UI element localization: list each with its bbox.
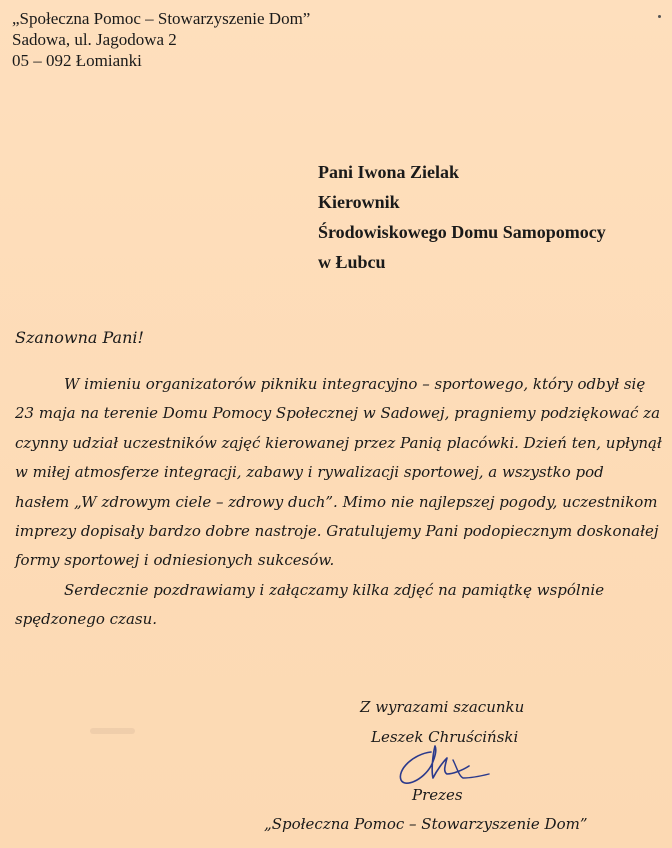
body-line: Serdecznie pozdrawiamy i załączamy kilka zdjęć na pamiątkę wspólnie [64,580,605,599]
closing-signer: Leszek Chruściński [371,728,519,746]
recipient-title: Kierownik [318,192,400,212]
recipient-institution: Środowiskowego Domu Samopomocy [318,222,606,242]
body-line: hasłem „W zdrowym ciele – zdrowy duch”. Mimo nie najlepszej pogody, uczestnikom [15,492,658,511]
sender-street: Sadowa, ul. Jagodowa 2 [12,30,177,49]
closing-organization: „Społeczna Pomoc – Stowarzyszenie Dom” [264,815,588,833]
letter-body [15,370,665,635]
paper-smudge [90,728,135,734]
recipient-name: Pani Iwona Zielak [318,162,460,182]
sender-address [12,8,310,71]
recipient-address [318,157,606,277]
body-line: imprezy dopisały bardzo dobre nastroje. Gratulujemy Pani podopiecznym doskonałej [15,522,659,541]
handwritten-signature [393,740,493,790]
paper-speck [658,15,661,18]
body-line: W imieniu organizatorów pikniku integracyjno – sportowego, który odbył się [64,375,646,393]
body-line: czynny udział uczestników zajęć kierowanej przez Panią placówki. Dzień ten, upłynął [15,433,662,452]
body-line: w miłej atmosferze integracji, zabawy i rywalizacji sportowej, a wszystko pod [15,463,604,482]
recipient-location: w Łubcu [318,252,386,272]
sender-name: „Społeczna Pomoc – Stowarzyszenie Dom” [12,9,311,28]
body-line: spędzonego czasu. [15,610,158,629]
body-line: formy sportowej i odniesionych sukcesów. [15,551,335,570]
closing-regards: Z wyrazami szacunku [360,698,525,716]
salutation: Szanowna Pani! [15,328,144,347]
sender-city: 05 – 092 Łomianki [12,51,142,70]
body-line: 23 maja na terenie Domu Pomocy Społecznej w Sadowej, pragniemy podziękować za [15,404,661,423]
closing-role: Prezes [412,786,463,804]
